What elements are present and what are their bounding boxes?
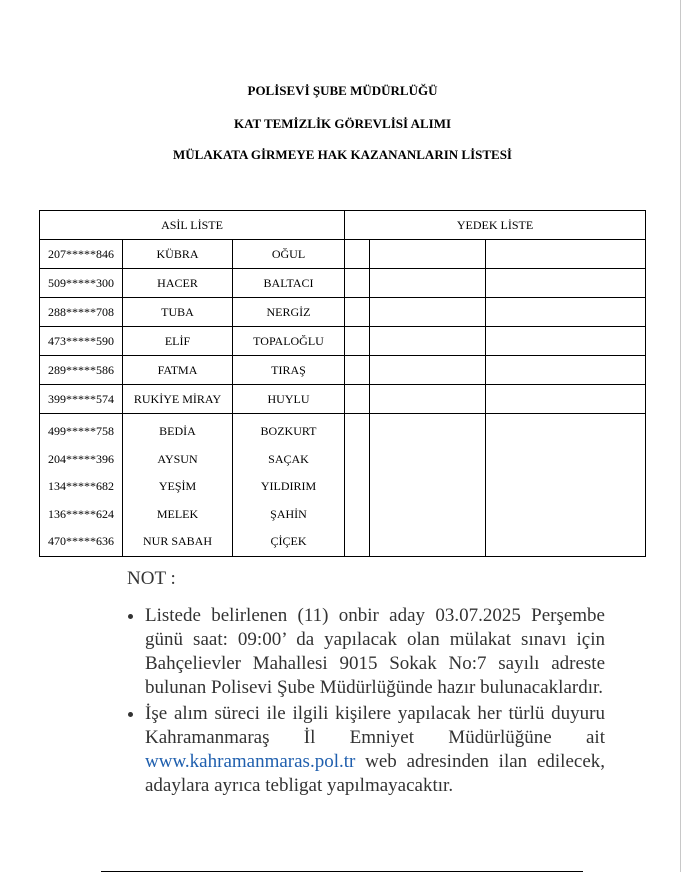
heading-list-title: MÜLAKATA GİRMEYE HAK KAZANANLARIN LİSTESİ [172,147,512,162]
stacked-first-names [123,414,233,557]
candidate-last-name: HUYLU [233,385,345,414]
yedek-empty-cell [370,327,486,356]
table-row [40,269,646,298]
asil-list-header: ASİL LİSTE [40,211,345,240]
table-row [40,327,646,356]
yedek-empty-cell [486,356,646,385]
yedek-empty-cell [345,240,370,269]
stacked-ids [40,414,123,557]
yedek-empty-cell [345,269,370,298]
candidate-last-name: ŞAHİN [270,506,307,521]
yedek-empty-cell [486,269,646,298]
candidate-last-name: TIRAŞ [233,356,345,385]
note-list [123,604,605,800]
candidate-last-name: BOZKURT [260,424,317,438]
note-item-exam: • Listede belirlenen (11) onbir aday 03.07.2025 Perşembe günü saat: 09:00’ da yapılacak olan mülakat sınavı için Bahçelievler Mahallesi 9015 Sokak No:7 sayılı adreste bulunan Polisevi Şube Müdürlüğünde hazır bulunacaklardır. [145,604,605,700]
candidate-first-name: HACER [123,269,233,298]
yedek-empty-cell [345,385,370,414]
heading-position: KAT TEMİZLİK GÖREVLİSİ ALIMI [233,116,452,131]
candidate-id: 134*****682 [48,479,114,494]
yedek-empty-cell [486,240,646,269]
candidate-id: 509*****300 [40,269,123,298]
yedek-empty-cell [486,298,646,327]
table-row-stacked [40,414,646,557]
candidate-id: 288*****708 [40,298,123,327]
table-row [40,356,646,385]
candidate-table [39,210,646,557]
candidate-last-name: BALTACI [233,269,345,298]
yedek-empty-cell [345,327,370,356]
note-item-text: İşe alım süreci ile ilgili kişilere yapılacak her türlü duyuru Kahramanmaraş İl Emniyet Müdürlüğüne ait [145,703,605,748]
yedek-empty-cell [370,356,486,385]
candidate-id: 399*****574 [40,385,123,414]
candidate-first-name: TUBA [123,298,233,327]
note-item-text-end: web adresinden ilan edilecek, adaylara ayrıca tebligat yapılmayacaktır. [145,751,605,796]
yedek-empty-cell [370,240,486,269]
candidate-id: 136*****624 [48,506,114,521]
candidate-last-name: NERGİZ [233,298,345,327]
heading-department: POLİSEVİ ŞUBE MÜDÜRLÜĞÜ [247,83,438,98]
yedek-empty-cell [370,269,486,298]
candidate-id: 207*****846 [40,240,123,269]
website-link[interactable]: www.kahramanmaras.pol.tr [145,751,356,772]
candidate-last-name: YILDIRIM [260,479,317,494]
table-row [40,385,646,414]
yedek-empty-cell [486,385,646,414]
yedek-empty-cell [345,356,370,385]
yedek-empty-cell [486,327,646,356]
candidate-first-name: RUKİYE MİRAY [123,385,233,414]
note-item-announcement [145,702,605,798]
candidate-first-name: KÜBRA [123,240,233,269]
table-row [40,298,646,327]
candidate-first-name: YEŞİM [158,479,197,494]
candidate-first-name: FATMA [123,356,233,385]
yedek-empty-cell [345,414,370,557]
candidate-id: 470*****636 [48,534,114,549]
yedek-list-header: YEDEK LİSTE [345,211,646,240]
candidate-last-name: TOPALOĞLU [233,327,345,356]
candidate-id: 204*****396 [48,451,114,466]
candidate-first-name: ELİF [123,327,233,356]
candidate-id: 289*****586 [40,356,123,385]
yedek-empty-cell [345,298,370,327]
yedek-empty-cell [370,298,486,327]
note-title: NOT : [127,568,176,589]
yedek-empty-cell [486,414,646,557]
candidate-first-name: BEDİA [159,424,196,438]
stacked-last-names [233,414,345,557]
yedek-empty-cell [370,414,486,557]
candidate-last-name: SAÇAK [268,451,309,466]
candidate-last-name: ÇİÇEK [270,534,307,549]
table-row [40,240,646,269]
candidate-first-name: NUR SABAH [142,534,212,549]
table-header-row [40,211,646,240]
candidate-last-name: OĞUL [233,240,345,269]
yedek-empty-cell [370,385,486,414]
candidate-id: 473*****590 [40,327,123,356]
candidate-id: 499*****758 [48,424,114,438]
candidate-first-name: AYSUN [157,451,198,466]
candidate-first-name: MELEK [156,506,199,521]
